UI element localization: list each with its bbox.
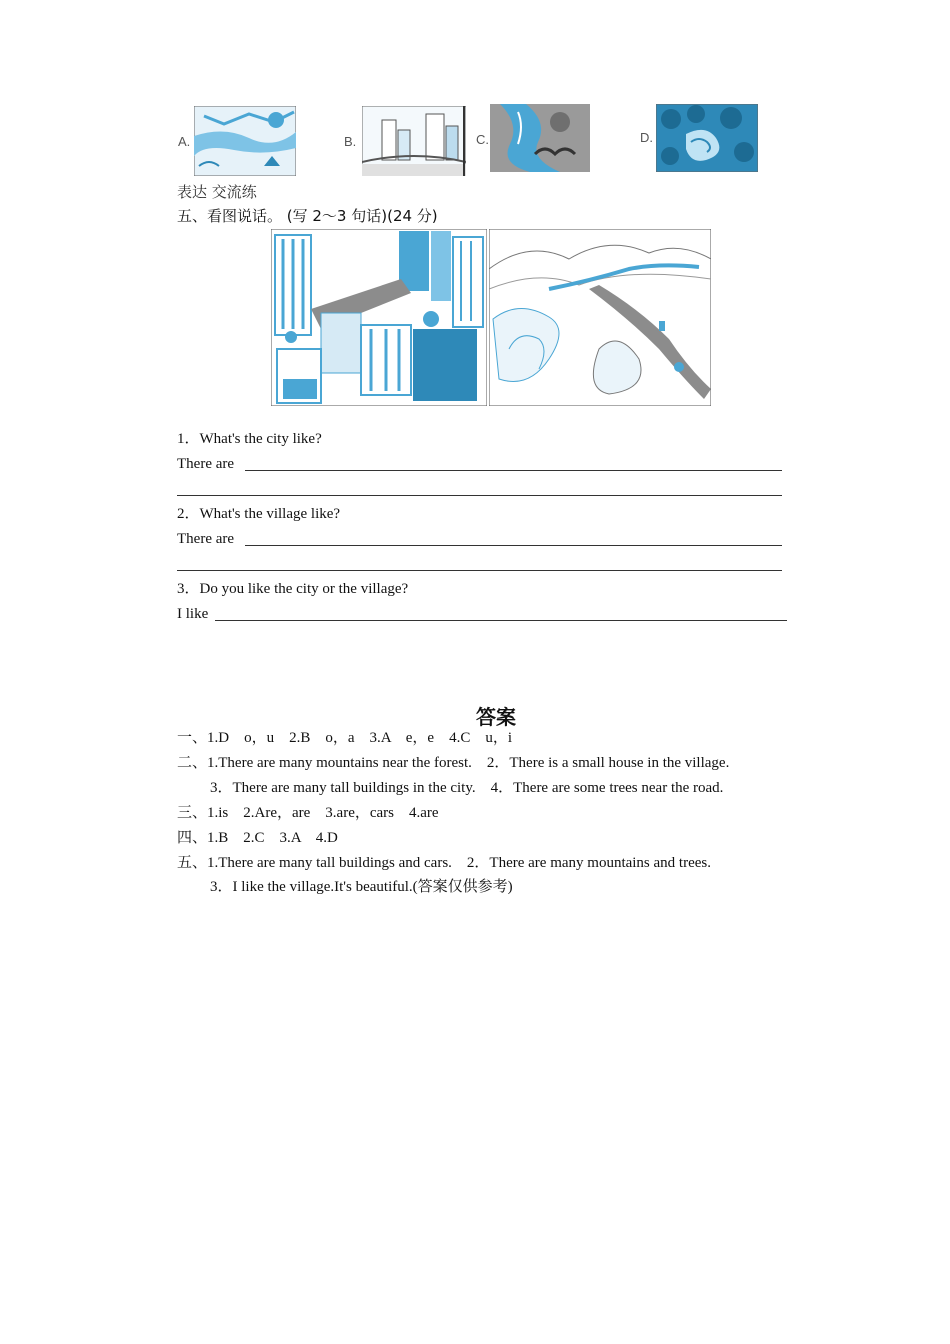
city-picture [271, 229, 487, 406]
answer-line-2: 二、1.There are many mountains near the forest. 2．There is a small house in the village. [177, 755, 730, 771]
option-d-label: D. [640, 130, 653, 145]
river-bridge-c-image [490, 104, 590, 172]
forest-river-d-image [656, 104, 758, 172]
option-a-label: A. [178, 134, 191, 149]
river-scene-a-image [194, 106, 296, 176]
option-a [178, 104, 298, 176]
option-b-label: B. [344, 134, 357, 149]
answer-1-prompt-text: There are [177, 456, 235, 472]
option-c-label: C. [476, 132, 489, 147]
answer-line-3: 3．There are many tall buildings in the city. 4．There are some trees near the road. [210, 780, 724, 796]
question-2: 2．What's the village like? [177, 506, 341, 522]
answer-line-4: 三、1.is 2.Are，are 3.are，cars 4.are [177, 805, 439, 821]
answer-2-prompt [177, 530, 234, 548]
answer-line-6: 五、1.There are many tall buildings and cars. 2．There are many mountains and trees. [177, 855, 711, 871]
answer-1-prompt [177, 455, 234, 473]
section-tag: 表达 交流练 [177, 183, 257, 201]
question-3: 3．Do you like the city or the village? [177, 581, 409, 597]
answer-1-blank-2[interactable] [177, 495, 782, 496]
answer-2-blank-1[interactable] [245, 545, 782, 546]
answer-line-5: 四、1.B 2.C 3.A 4.D [177, 830, 338, 846]
question-1: 1．What's the city like? [177, 431, 322, 447]
answer-line-7: 3．I like the village.It's beautiful.(答案仅供参考) [210, 879, 513, 895]
answer-3-blank[interactable] [215, 620, 787, 621]
option-d [640, 104, 760, 176]
answer-1-blank-1[interactable] [245, 470, 782, 471]
city-buildings-b-image [362, 106, 466, 176]
option-b [344, 104, 469, 176]
answer-2-blank-2[interactable] [177, 570, 782, 571]
section5-title: 五、看图说话。 (写 2～3 句话)(24 分) [177, 207, 438, 225]
answer-3-prompt-text: I like [177, 606, 209, 622]
answers-title: 答案 [476, 705, 516, 729]
village-picture [489, 229, 711, 406]
answer-line-1: 一、1.D o，u 2.B o，a 3.A e，e 4.C u，i [177, 730, 512, 746]
answer-2-prompt-text: There are [177, 531, 235, 547]
option-c [476, 104, 592, 176]
answer-3-prompt [177, 605, 208, 623]
